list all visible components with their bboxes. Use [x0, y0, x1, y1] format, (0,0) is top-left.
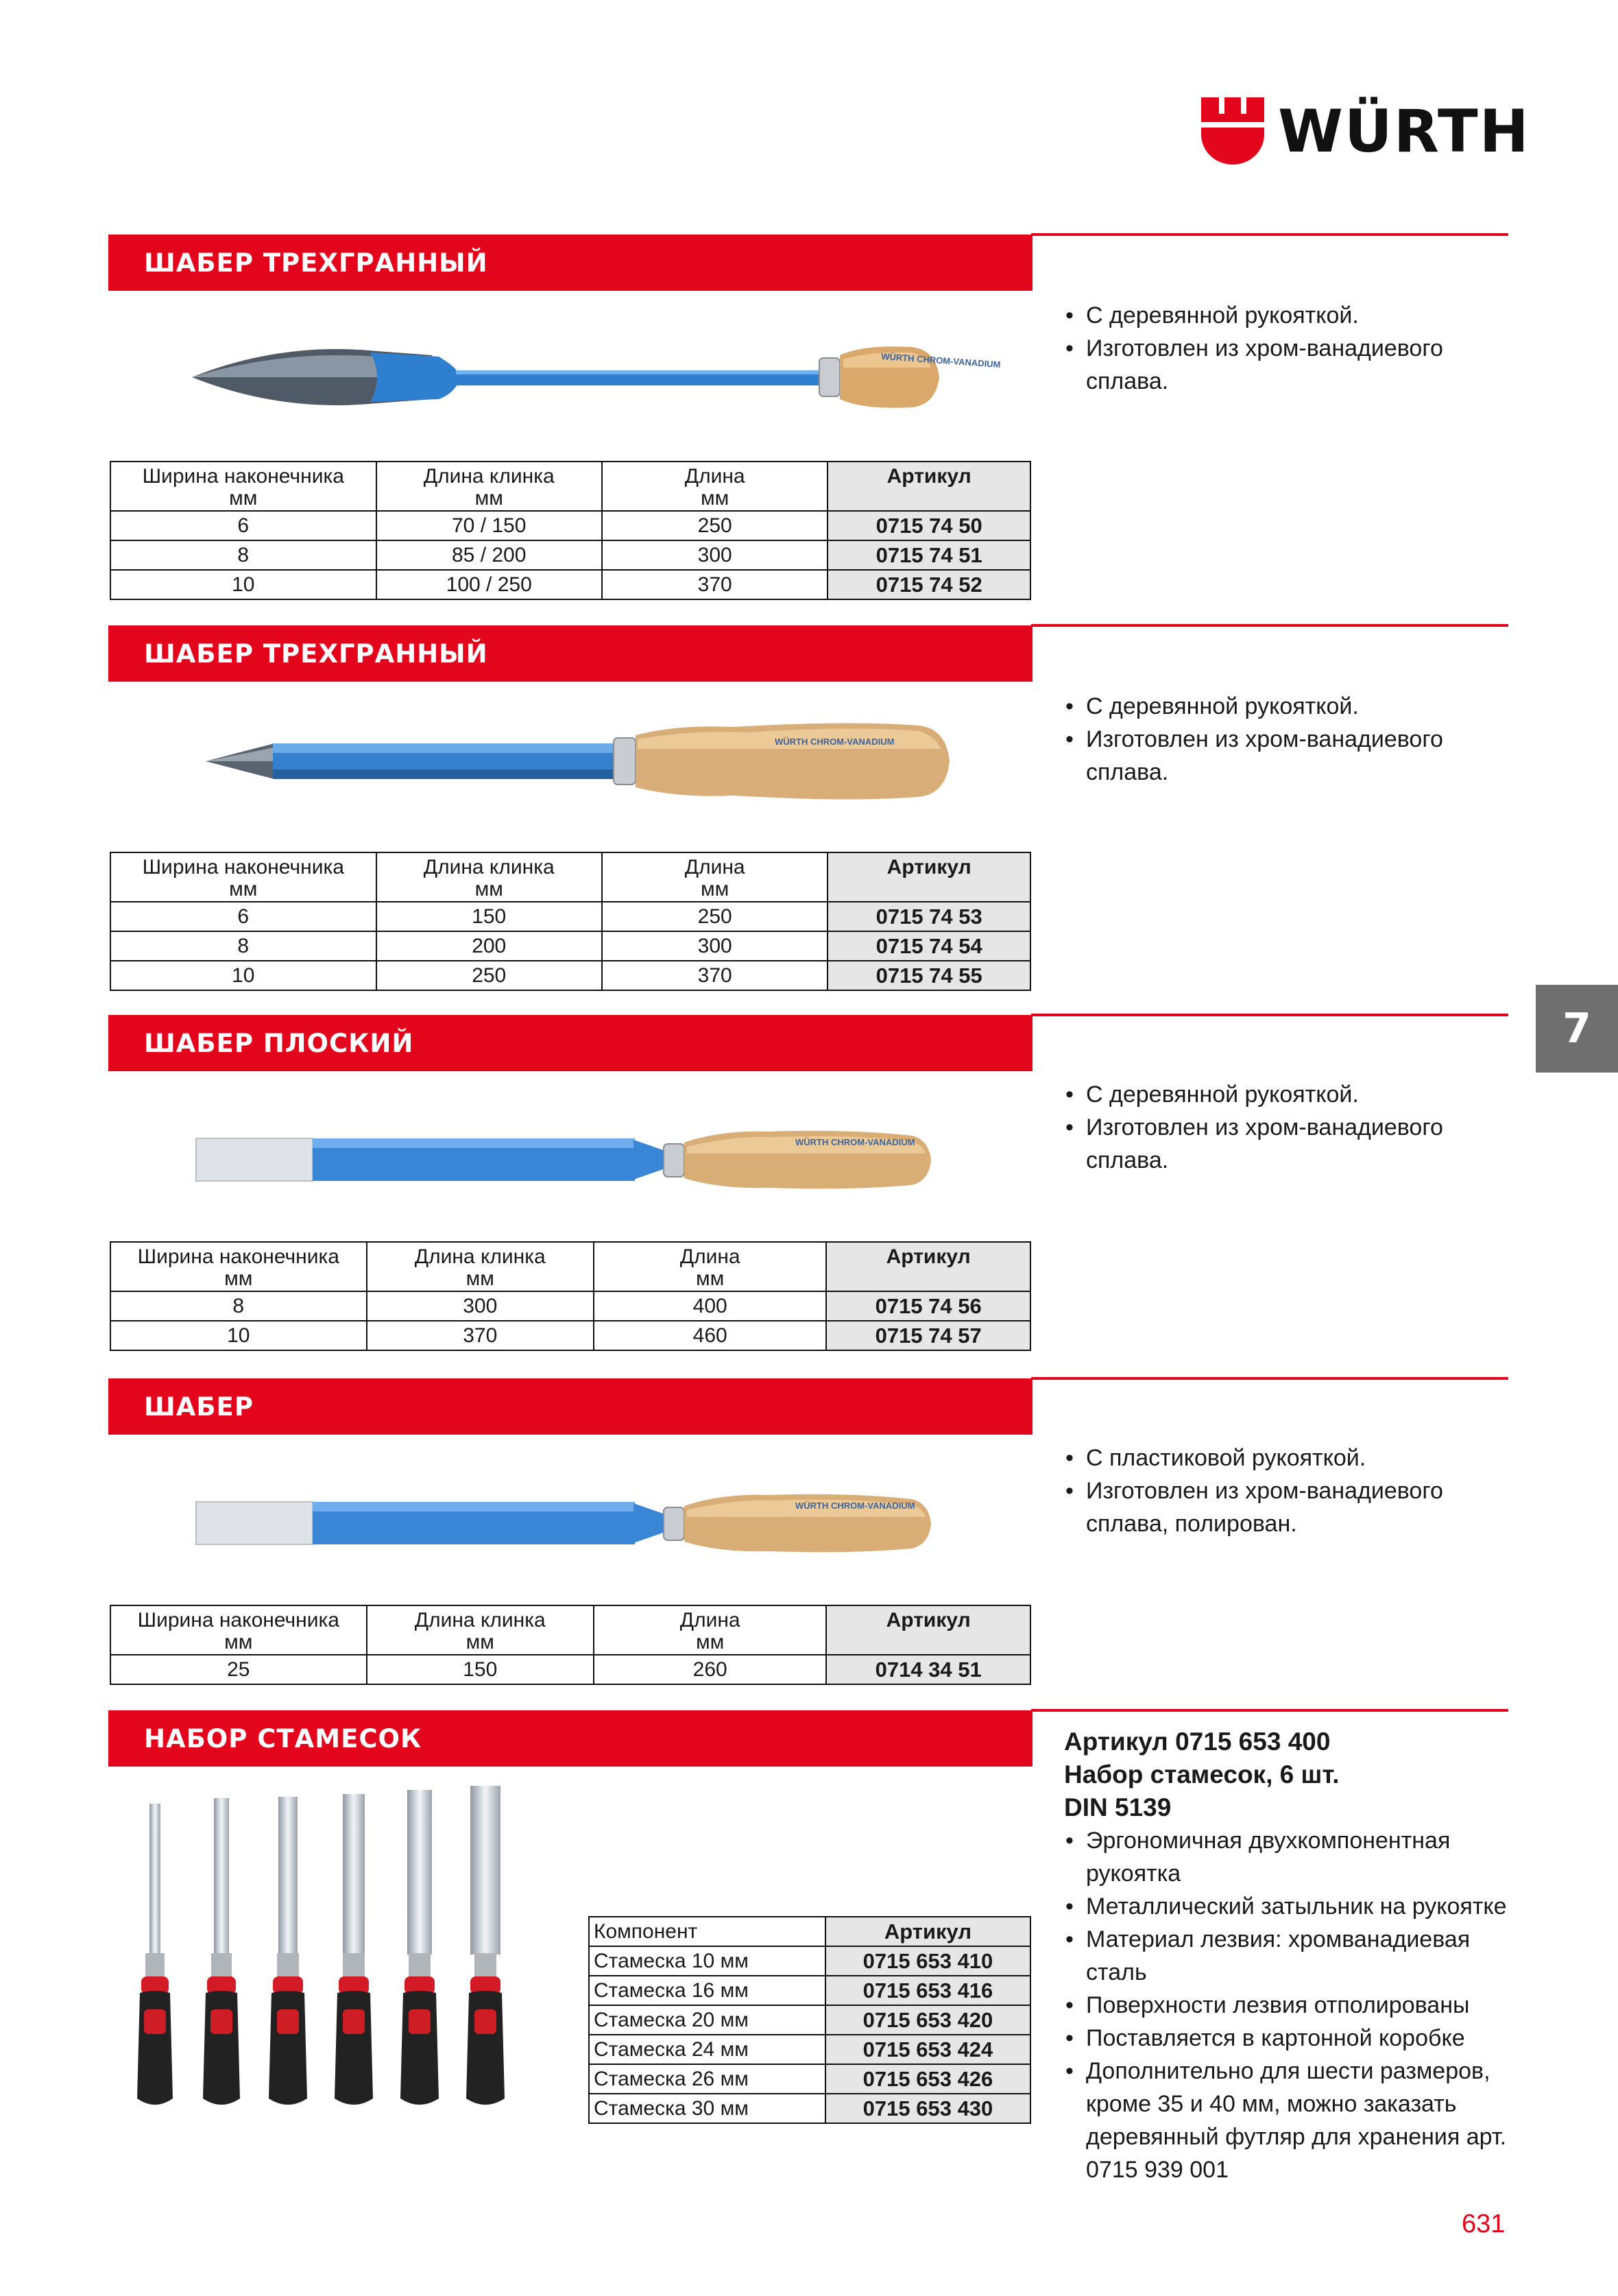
- col-article: Артикул: [826, 1605, 1030, 1655]
- article-number: 0715 74 53: [828, 902, 1030, 931]
- section-title: ШАБЕР ТРЕХГРАННЫЙ: [144, 248, 488, 278]
- cell: 8: [110, 540, 376, 570]
- cell: 250: [602, 902, 828, 931]
- table-row: [110, 1321, 1030, 1350]
- section-rule: [1031, 233, 1508, 236]
- cell: 150: [367, 1655, 594, 1684]
- triangular-scraper-image: [185, 329, 1001, 425]
- section-rule: [1031, 1377, 1508, 1380]
- feature-item: • Изготовлен из хром-ванадиевого сплава.: [1064, 332, 1489, 398]
- col-tip-width: Ширина наконечника мм: [110, 462, 376, 511]
- cell: 400: [594, 1291, 826, 1321]
- section-header-bar: [108, 625, 1033, 682]
- section-title: ШАБЕР ТРЕХГРАННЫЙ: [144, 639, 488, 669]
- table-row: [110, 902, 1030, 931]
- feature-item: • С пластиковой рукояткой.: [1064, 1442, 1489, 1474]
- chisel-30mm: [466, 1786, 505, 2105]
- feature-item: • Металлический затыльник на рукоятке: [1064, 1890, 1530, 1923]
- cell: 10: [110, 961, 376, 990]
- table-row: [589, 2005, 1030, 2035]
- spec-table-header: [110, 1605, 1030, 1655]
- section-header-bar: [108, 1015, 1033, 1071]
- col-blade-length: Длина клинка мм: [376, 852, 602, 902]
- cell: 300: [367, 1291, 594, 1321]
- article-number: 0715 74 55: [828, 961, 1030, 990]
- chisel-16mm: [203, 1798, 240, 2105]
- col-length: Длина мм: [594, 1242, 826, 1291]
- feature-list: [1064, 1824, 1530, 2186]
- spec-table-header: [110, 1242, 1030, 1291]
- section-header-bar: [108, 235, 1033, 291]
- chapter-tab[interactable]: 7: [1536, 985, 1618, 1073]
- feature-list: [1064, 1078, 1489, 1177]
- feature-list: [1064, 299, 1489, 398]
- flat-scraper-image: [192, 1115, 932, 1204]
- feature-list: [1064, 690, 1489, 789]
- cell: 300: [602, 540, 828, 570]
- feature-item: • С деревянной рукояткой.: [1064, 690, 1489, 723]
- table-row: [589, 1946, 1030, 1976]
- cell: 25: [110, 1655, 367, 1684]
- cell: 260: [594, 1655, 826, 1684]
- cell: Стамеска 16 мм: [589, 1976, 825, 2005]
- chisel-set-info: [1064, 1725, 1544, 2186]
- feature-item: • Поверхности лезвия отполированы: [1064, 1989, 1530, 2022]
- article-number: 0715 74 52: [828, 570, 1030, 599]
- set-name-heading: Набор стамесок, 6 шт.: [1064, 1760, 1340, 1789]
- article-number: 0715 74 51: [828, 540, 1030, 570]
- chisel-table-header: [589, 1917, 1030, 1946]
- section-title: НАБОР СТАМЕСОК: [144, 1724, 422, 1754]
- feature-item: • Материал лезвия: хромванадиевая сталь: [1064, 1923, 1530, 1989]
- cell: 8: [110, 1291, 367, 1321]
- article-number: 0715 653 430: [825, 2094, 1030, 2123]
- set-standard-heading: DIN 5139: [1064, 1793, 1172, 1821]
- feature-item: • Поставляется в картонной коробке: [1064, 2022, 1530, 2055]
- article-number: 0715 74 50: [828, 511, 1030, 540]
- article-number: 0715 653 426: [825, 2064, 1030, 2094]
- col-blade-length: Длина клинка мм: [367, 1242, 594, 1291]
- col-article: Артикул: [825, 1917, 1030, 1946]
- cell: 200: [376, 931, 602, 961]
- article-number: 0715 653 410: [825, 1946, 1030, 1976]
- col-component: Компонент: [589, 1917, 825, 1946]
- handle-print-text: WÜRTH CHROM-VANADIUM: [775, 737, 895, 747]
- section-title: ШАБЕР ПЛОСКИЙ: [144, 1029, 414, 1058]
- article-number: 0715 74 54: [828, 931, 1030, 961]
- article-number: 0714 34 51: [826, 1655, 1030, 1684]
- cell: 150: [376, 902, 602, 931]
- cell: Стамеска 20 мм: [589, 2005, 825, 2035]
- wurth-logo: [1201, 97, 1530, 166]
- chisel-26mm: [400, 1790, 439, 2105]
- page-number: 631: [1462, 2210, 1506, 2238]
- feature-item: • С деревянной рукояткой.: [1064, 299, 1489, 332]
- cell: 85 / 200: [376, 540, 602, 570]
- col-tip-width: Ширина наконечника мм: [110, 852, 376, 902]
- section-rule: [1031, 1709, 1508, 1712]
- chisel-set-image: [110, 1783, 590, 2126]
- cell: 6: [110, 902, 376, 931]
- col-length: Длина мм: [602, 852, 828, 902]
- col-tip-width: Ширина наконечника мм: [110, 1242, 367, 1291]
- feature-item: • С деревянной рукояткой.: [1064, 1078, 1489, 1111]
- cell: 6: [110, 511, 376, 540]
- feature-item: • Изготовлен из хром-ванадиевого сплава, полирован.: [1064, 1474, 1489, 1540]
- cell: 100 / 250: [376, 570, 602, 599]
- table-row: [589, 2035, 1030, 2064]
- cell: 70 / 150: [376, 511, 602, 540]
- scraper-image: [192, 1479, 932, 1568]
- spec-table: [110, 852, 1031, 991]
- table-row: [110, 1291, 1030, 1321]
- cell: 250: [602, 511, 828, 540]
- cell: Стамеска 26 мм: [589, 2064, 825, 2094]
- feature-item: • Дополнительно для шести размеров, кроме 35 и 40 мм, можно заказать деревянный футляр для хранения арт. 0715 939 001: [1064, 2055, 1530, 2186]
- col-tip-width: Ширина наконечника мм: [110, 1605, 367, 1655]
- spec-table-header: [110, 852, 1030, 902]
- feature-item: • Изготовлен из хром-ванадиевого сплава.: [1064, 723, 1489, 789]
- section-header-bar: [108, 1710, 1033, 1767]
- col-blade-length: Длина клинка мм: [376, 462, 602, 511]
- cell: 250: [376, 961, 602, 990]
- article-number: 0715 74 56: [826, 1291, 1030, 1321]
- feature-list: [1064, 1442, 1489, 1540]
- article-number: 0715 74 57: [826, 1321, 1030, 1350]
- handle-print-text: WÜRTH CHROM-VANADIUM: [880, 351, 1001, 370]
- cell: Стамеска 30 мм: [589, 2094, 825, 2123]
- spec-table: [110, 1605, 1031, 1685]
- handle-print-text: WÜRTH CHROM-VANADIUM: [795, 1137, 915, 1147]
- table-row: [110, 511, 1030, 540]
- chisel-10mm: [137, 1804, 173, 2105]
- col-blade-length: Длина клинка мм: [367, 1605, 594, 1655]
- col-length: Длина мм: [602, 462, 828, 511]
- article-number: 0715 653 424: [825, 2035, 1030, 2064]
- table-row: [589, 2094, 1030, 2123]
- cell: 370: [602, 570, 828, 599]
- cell: 10: [110, 570, 376, 599]
- cell: 370: [602, 961, 828, 990]
- handle-print-text: WÜRTH CHROM-VANADIUM: [795, 1500, 915, 1511]
- set-article-heading: Артикул 0715 653 400: [1064, 1727, 1331, 1756]
- col-article: Артикул: [826, 1242, 1030, 1291]
- table-row: [110, 961, 1030, 990]
- feature-item: • Изготовлен из хром-ванадиевого сплава.: [1064, 1111, 1489, 1177]
- feature-item: • Эргономичная двухкомпонентная рукоятка: [1064, 1824, 1530, 1890]
- article-number: 0715 653 420: [825, 2005, 1030, 2035]
- table-row: [110, 540, 1030, 570]
- wurth-logo-text: WÜRTH: [1278, 97, 1530, 166]
- table-row: [110, 1655, 1030, 1684]
- triangular-scraper-image: [199, 713, 953, 809]
- spec-table-header: [110, 462, 1030, 511]
- section-rule: [1031, 624, 1508, 627]
- table-row: [110, 570, 1030, 599]
- col-article: Артикул: [828, 462, 1030, 511]
- table-row: [589, 2064, 1030, 2094]
- article-number: 0715 653 416: [825, 1976, 1030, 2005]
- cell: 300: [602, 931, 828, 961]
- cell: Стамеска 24 мм: [589, 2035, 825, 2064]
- spec-table: [110, 461, 1031, 600]
- wurth-logo-mark-icon: [1201, 97, 1264, 165]
- chisel-24mm: [335, 1794, 373, 2105]
- section-rule: [1031, 1014, 1508, 1016]
- chisel-20mm: [269, 1797, 307, 2105]
- cell: 460: [594, 1321, 826, 1350]
- col-length: Длина мм: [594, 1605, 826, 1655]
- section-title: ШАБЕР: [144, 1392, 254, 1422]
- cell: Стамеска 10 мм: [589, 1946, 825, 1976]
- table-row: [589, 1976, 1030, 2005]
- cell: 8: [110, 931, 376, 961]
- table-row: [110, 931, 1030, 961]
- chisel-table: [588, 1916, 1031, 2124]
- col-article: Артикул: [828, 852, 1030, 902]
- cell: 370: [367, 1321, 594, 1350]
- spec-table: [110, 1241, 1031, 1351]
- cell: 10: [110, 1321, 367, 1350]
- section-header-bar: [108, 1378, 1033, 1435]
